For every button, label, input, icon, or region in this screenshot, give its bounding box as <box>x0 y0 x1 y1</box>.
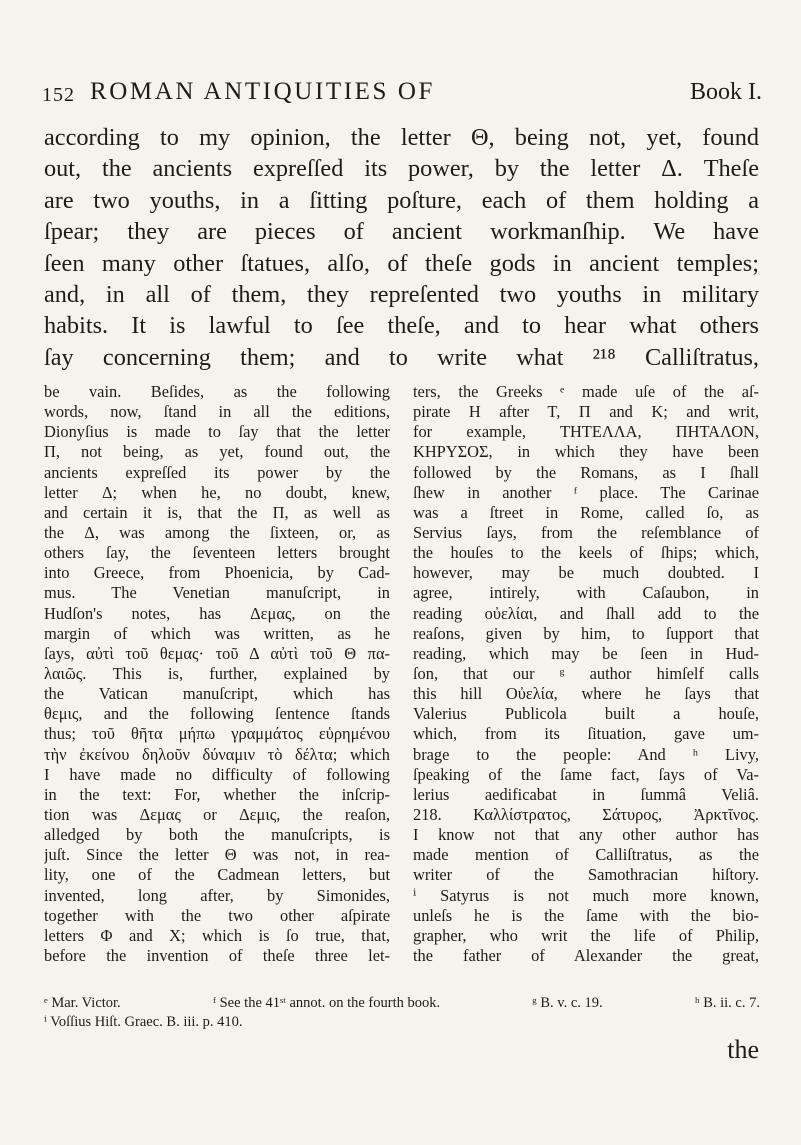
main-text-line: out, the ancients expreſſed its power, by the letter Δ. Theſe <box>44 155 759 183</box>
footnote-row <box>44 994 760 1013</box>
footnote-row <box>44 1013 760 1032</box>
notes-left-column <box>44 382 390 966</box>
note-line: the houſes to the keels of ſhips; which, <box>413 543 759 563</box>
note-line: invented, long after, by Simonides, <box>44 885 390 905</box>
note-line: Servius ſays, from the reſemblance of <box>413 522 759 542</box>
note-line: ſon, that our ᵍ author himſelf calls <box>413 663 759 683</box>
main-text-line: ſay concerning them; and to write what ²¹⁸ Calliſtratus, <box>44 343 759 371</box>
note-line: reaſons, given by him, to ſupport that <box>413 623 759 643</box>
note-line: the Vatican manuſcript, which has <box>44 684 390 704</box>
note-line: thus; τοῦ θῆτα μήπω γραμμάτος εὑρημένου <box>44 724 390 744</box>
notes-right-column <box>413 382 759 966</box>
note-line: ſays, αὐτὶ τοῦ θεμας· τοῦ Δ αὐτὶ τοῦ Θ πα- <box>44 643 390 663</box>
note-line: this hill Οὐελία, where he ſays that <box>413 684 759 704</box>
main-text-line: according to my opinion, the letter Θ, being not, yet, found <box>44 124 759 151</box>
main-text-line: ſpear; they are pieces of ancient workmanſhip. We have <box>44 218 759 246</box>
note-line: and certain it is, that the Π, as well as <box>44 502 390 522</box>
note-line: ⁱ Satyrus is not much more known, <box>413 885 759 905</box>
note-line: reading οὐελίαι, and ſhall add to the <box>413 603 759 623</box>
note-line: tion was Δεμας or Δεμις, the reaſon, <box>44 804 390 824</box>
note-line: I have made no difficulty of following <box>44 764 390 784</box>
note-line: unleſs he is the ſame with the bio- <box>413 905 759 925</box>
running-head <box>42 78 762 114</box>
note-line: λαιῶς. This is, further, explained by <box>44 663 390 683</box>
note-line: 218. Καλλίστρατος, Σάτυρος, Ἀρκτῖνος. <box>413 804 759 824</box>
note-line: for example, THTEΛΛΑ, ΠΗΤΑΛΟΝ, <box>413 422 759 442</box>
note-line: ters, the Greeks ᵉ made uſe of the aſ- <box>413 382 759 401</box>
note-line: Hudſon's notes, has Δεμας, on the <box>44 603 390 623</box>
page-number: 152 <box>42 84 75 106</box>
note-line: ſpeaking of the ſame fact, ſays of Va- <box>413 764 759 784</box>
note-line: ſhew in another ᶠ place. The Carinae <box>413 482 759 502</box>
note-line: together with the two other aſpirate <box>44 905 390 925</box>
note-line: pirate H after T, Π and K; and writ, <box>413 402 759 422</box>
note-line: before the invention of theſe three let- <box>44 945 390 965</box>
note-line: I know not that any other author has <box>413 825 759 845</box>
note-line: alledged by both the manuſcripts, is <box>44 825 390 845</box>
footnote-f: ᶠ See the 41ˢᵗ annot. on the fourth book. <box>212 995 441 1011</box>
note-line: the father of Alexander the great, <box>413 945 759 965</box>
note-line: followed by the Romans, as I ſhall <box>413 462 759 482</box>
catchword: the <box>727 1035 759 1064</box>
book-label: Book I. <box>690 79 762 105</box>
note-line: Π, not being, as yet, found out, the <box>44 442 390 462</box>
main-text-line: and, in all of them, they repreſented two youths in military <box>44 280 759 308</box>
note-line: Dionyſius is made to ſay that the letter <box>44 422 390 442</box>
note-line: Valerius Publicola built a houſe, <box>413 704 759 724</box>
footnotes <box>44 994 760 1032</box>
note-line: letter Δ; when he, no doubt, knew, <box>44 482 390 502</box>
footnote-g: ᵍ B. v. c. 19. <box>532 995 603 1011</box>
note-line: lity, one of the Cadmean letters, but <box>44 865 390 885</box>
note-line: agree, intirely, with Caſaubon, in <box>413 583 759 603</box>
note-line: reading, which may be ſeen in Hud- <box>413 643 759 663</box>
note-line: the Δ, was among the ſixteen, or, as <box>44 522 390 542</box>
note-line: others ſay, the ſeventeen letters brought <box>44 543 390 563</box>
note-line: be vain. Beſides, as the following <box>44 382 390 401</box>
note-line: θεμις, and the following ſentence ſtands <box>44 704 390 724</box>
main-text-line: ſeen many other ſtatues, alſo, of theſe gods in ancient temples; <box>44 249 759 277</box>
note-line: margin of which was written, as he <box>44 623 390 643</box>
note-line: words, now, ſtand in all the editions, <box>44 402 390 422</box>
note-line: grapher, who writ the life of Philip, <box>413 925 759 945</box>
note-line: juſt. Since the letter Θ was not, in rea- <box>44 845 390 865</box>
main-text-line: are two youths, in a ſitting poſture, each of them holding a <box>44 186 759 214</box>
note-line: made mention of Calliſtratus, as the <box>413 845 759 865</box>
note-line: mus. The Venetian manuſcript, in <box>44 583 390 603</box>
note-line: however, may be much doubted. I <box>413 563 759 583</box>
note-line: lerius aedificabat in ſummâ Veliâ. <box>413 784 759 804</box>
note-line: which, from its ſituation, gave um- <box>413 724 759 744</box>
footnote-h: ʰ B. ii. c. 7. <box>694 995 760 1011</box>
main-text-line: habits. It is lawful to ſee theſe, and to hear what others <box>44 312 759 340</box>
footnote-i: ⁱ Voſſius Hiſt. Graec. B. iii. p. 410. <box>44 1014 243 1030</box>
note-line: writer of the Samothracian hiſtory. <box>413 865 759 885</box>
note-line: was a ſtreet in Rome, called ſo, as <box>413 502 759 522</box>
note-line: KHPΥΣΟΣ, in which they have been <box>413 442 759 462</box>
note-line: ancients expreſſed its power by the <box>44 462 390 482</box>
note-line: letters Φ and Χ; which is ſo true, that, <box>44 925 390 945</box>
note-line: into Greece, from Phoenicia, by Cad- <box>44 563 390 583</box>
running-title: ROMAN ANTIQUITIES OF <box>90 78 436 105</box>
note-line: τὴν ἐκείνου δηλοῦν δύναμιν τὸ δέλτα; which <box>44 744 390 764</box>
note-line: in the text: For, whether the inſcrip- <box>44 784 390 804</box>
footnote-e: ᵉ Mar. Victor. <box>44 995 121 1011</box>
note-line: brage to the people: And ʰ Livy, <box>413 744 759 764</box>
main-text <box>44 122 759 373</box>
